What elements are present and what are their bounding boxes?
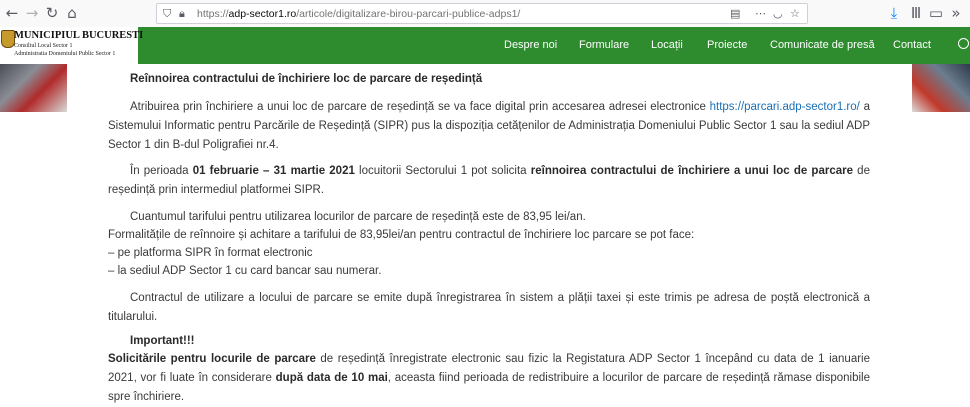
- shield-icon[interactable]: ⛉: [163, 7, 172, 20]
- download-icon[interactable]: ⤓: [890, 4, 898, 22]
- reload-icon[interactable]: ↻: [45, 4, 59, 22]
- important-label: Important!!!: [130, 335, 195, 347]
- bookmark-star-icon[interactable]: ☆: [790, 7, 800, 20]
- sipr-link[interactable]: https://parcari.adp-sector1.ro/: [709, 101, 860, 113]
- back-icon[interactable]: ←: [5, 4, 19, 22]
- nav-proiecte[interactable]: Proiecte: [707, 39, 748, 51]
- logo-subtitle-1: Consiliul Local Sector 1: [14, 43, 73, 49]
- reader-icon[interactable]: ▤: [730, 7, 741, 20]
- article-heading: Reînnoirea contractului de închiriere loc de parcare de reședință: [130, 73, 483, 85]
- address-bar[interactable]: [156, 3, 808, 24]
- crest-icon: [1, 30, 15, 48]
- paragraph-period: În perioada 01 februarie – 31 martie 2021 locuitorii Sectorului 1 pot solicita reînnoirea contractului de închiriere a unui loc de parcare de reședință prin intermediul platformei SIPR.: [108, 165, 870, 196]
- library-icon[interactable]: Ⅲ: [910, 4, 922, 22]
- option-platform: – pe platforma SIPR în format electronic: [108, 247, 313, 259]
- nav-contact[interactable]: Contact: [893, 39, 931, 51]
- url-text[interactable]: https://adp-sector1.ro/articole/digitalizare-birou-parcari-publice-adps1/: [197, 8, 521, 20]
- tariff-line: Cuantumul tarifului pentru utilizarea locurilor de parcare de reședință este de 83,95 lei/an.: [130, 211, 586, 223]
- overflow-icon[interactable]: »: [951, 4, 961, 22]
- more-icon[interactable]: ⋯: [755, 7, 766, 20]
- nav-comunicate[interactable]: Comunicate de presă: [770, 39, 875, 51]
- logo-title: MUNICIPIUL BUCURESTI: [14, 30, 144, 41]
- nav-locatii[interactable]: Locații: [651, 39, 683, 51]
- paragraph-contract: Contractul de utilizare a locului de parcare se emite după înregistrarea în sistem a plății taxei și este trimis pe adresa de poștă electronică a titularului.: [108, 292, 870, 323]
- search-icon[interactable]: [958, 38, 969, 49]
- browser-toolbar: [0, 0, 970, 28]
- logo-subtitle-2: Administratia Domeniului Public Sector 1: [14, 51, 116, 57]
- banner-image-left: [0, 64, 67, 112]
- option-office: – la sediul ADP Sector 1 cu card bancar sau numerar.: [108, 265, 382, 277]
- lock-icon[interactable]: 🔒︎: [179, 7, 185, 20]
- sidebar-icon[interactable]: ▭: [928, 4, 944, 22]
- banner-image-right: [912, 64, 970, 112]
- site-logo[interactable]: [0, 27, 144, 64]
- nav-formulare[interactable]: Formulare: [579, 39, 630, 51]
- paragraph-attribution: Atribuirea prin închiriere a unui loc de parcare de reședință se va face digital prin accesarea adresei electronice https://parcari.adp-sector1.ro/ a Sistemului Informatic pentru Parcările de Reședință (SIPR) pus la dispoziția cetățenilor de Administrația Domeniului Public Sector 1 sau la sediul ADP Sector 1 din B-dul Poligrafiei nr.4.: [108, 101, 870, 151]
- home-icon[interactable]: ⌂: [67, 4, 77, 22]
- formalities-line: Formalitățile de reînnoire și achitare a tarifului de 83,95lei/an pentru contractul de închiriere loc parcare se pot face:: [108, 229, 695, 241]
- paragraph-requests: Solicitările pentru locurile de parcare de reședință înregistrate electronic sau fizic la Registatura ADP Sector 1 începând cu data de 1 ianuarie 2021, vor fi luate în considerare după data de 10 mai, aceasta fiind perioada de redistribuire a locurilor de parcare de reședință rămase disponibile spre închiriere.: [108, 353, 870, 403]
- nav-despre-noi[interactable]: Despre noi: [504, 39, 558, 51]
- pocket-icon[interactable]: ◡: [773, 7, 783, 20]
- forward-icon[interactable]: →: [25, 4, 39, 22]
